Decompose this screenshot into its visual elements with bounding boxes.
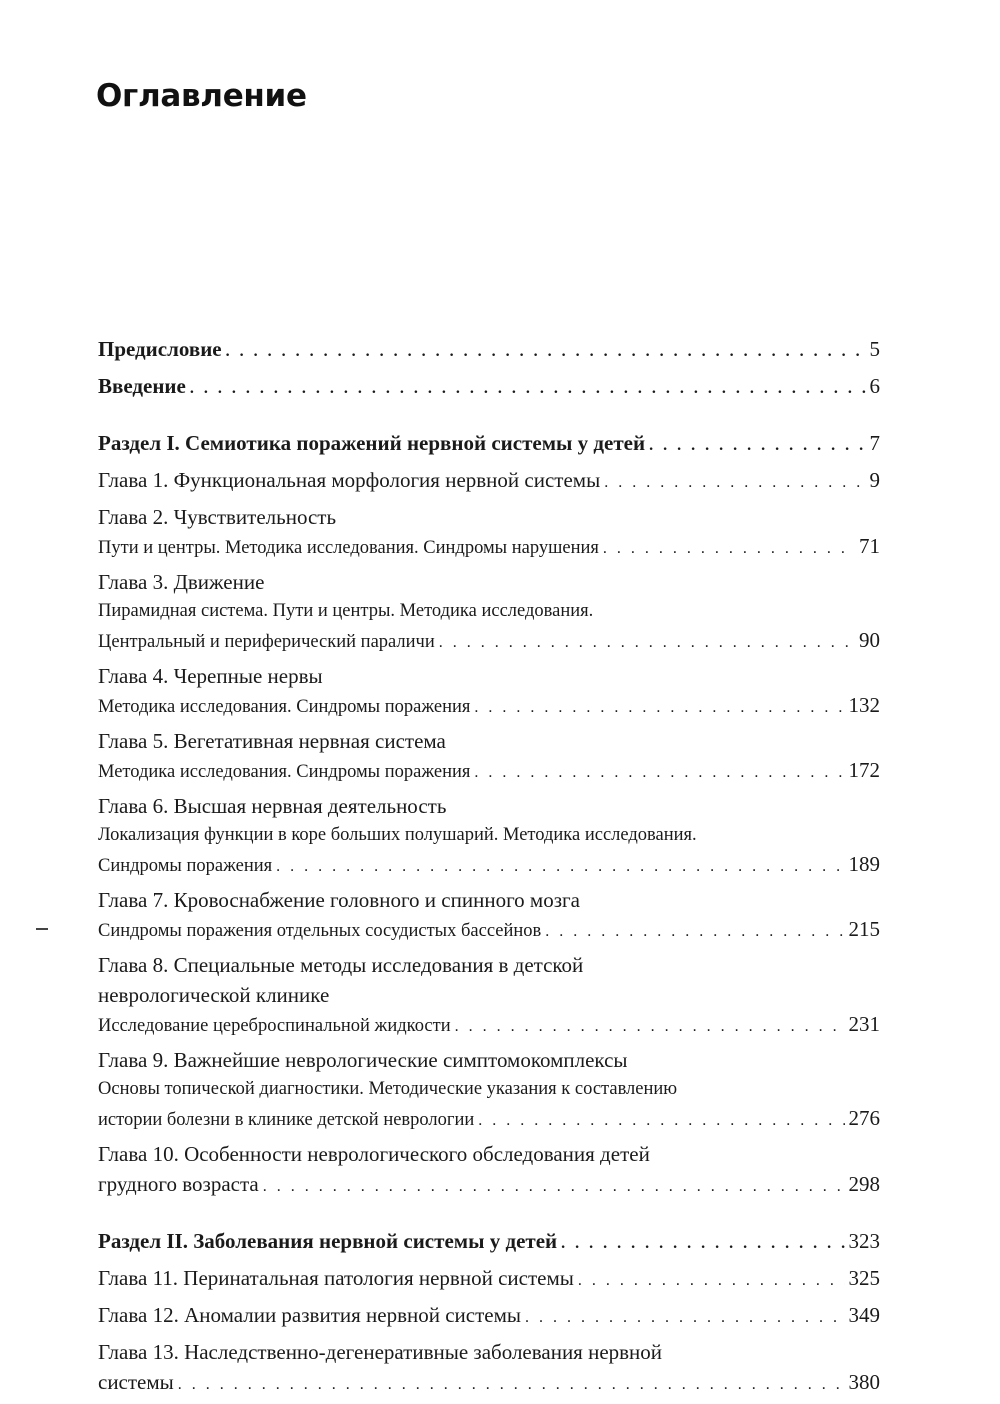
- toc-entry-title-line: [98, 1169, 880, 1202]
- toc-entry-chapter: [98, 726, 880, 787]
- toc-entry-title-line: [98, 1263, 880, 1296]
- toc-entry-text: Методика исследования. Синдромы поражения: [98, 697, 471, 717]
- toc-entry-chapter: [98, 1045, 880, 1135]
- toc-entry-text: Синдромы поражения: [98, 856, 273, 876]
- page-title: Оглавление: [96, 78, 307, 114]
- toc-entry-text: грудного возраста: [98, 1172, 259, 1196]
- page-number: 231: [848, 1012, 880, 1036]
- toc-entry-text: Синдромы поражения отдельных сосудистых бассейнов: [98, 921, 542, 941]
- toc-entry-text: Глава 9. Важнейшие неврологические симптомокомплексы: [98, 1048, 628, 1072]
- dot-leader: [263, 1172, 845, 1202]
- toc-entry-subtitle-line: [98, 532, 880, 563]
- spacer: [98, 404, 880, 428]
- toc-entry-text: Пути и центры. Методика исследования. Синдромы нарушения: [98, 538, 599, 558]
- dot-leader: [178, 1370, 845, 1400]
- page-number: 215: [848, 917, 880, 941]
- dot-leader: [604, 468, 865, 498]
- toc-entry-chapter: [98, 885, 880, 946]
- toc-entry-text: Исследование цереброспинальной жидкости: [98, 1016, 451, 1036]
- dot-leader: [578, 1266, 845, 1296]
- toc-entry-subtitle-line: [98, 691, 880, 722]
- dot-leader: [439, 628, 855, 657]
- toc-entry-text: Глава 11. Перинатальная патология нервной системы: [98, 1266, 574, 1290]
- page-number: 380: [848, 1370, 880, 1394]
- toc-entry-subtitle-line: [98, 915, 880, 946]
- page-number: 5: [869, 337, 880, 361]
- toc-entry-title-line: [98, 1300, 880, 1333]
- dot-leader: [190, 374, 866, 404]
- page-number: 189: [848, 852, 880, 876]
- dot-leader: [276, 852, 844, 881]
- toc-entry-text: Введение: [98, 374, 186, 398]
- toc-entry-text: Глава 4. Черепные нервы: [98, 664, 323, 688]
- toc-entry-subtitle-line: [98, 756, 880, 787]
- page-number: 9: [869, 468, 880, 492]
- toc-entry-text: неврологической клинике: [98, 983, 330, 1007]
- toc-entry-title-line: [98, 567, 880, 597]
- spacer: [98, 1400, 880, 1404]
- dot-leader: [603, 534, 855, 563]
- toc-entry-title-line: [98, 885, 880, 915]
- page-number: 132: [848, 693, 880, 717]
- dot-leader: [545, 917, 844, 946]
- dot-leader: [455, 1012, 845, 1041]
- toc-entry-text: Глава 2. Чувствительность: [98, 505, 337, 529]
- page-number: 349: [848, 1303, 880, 1327]
- page-number: 7: [869, 431, 880, 455]
- page-number: 276: [848, 1106, 880, 1130]
- margin-mark: [36, 928, 48, 930]
- dot-leader: [474, 758, 844, 787]
- dot-leader: [478, 1106, 844, 1135]
- toc-entry-text: Глава 13. Наследственно-дегенеративные заболевания нервной: [98, 1340, 663, 1364]
- dot-leader: [226, 337, 866, 367]
- toc-entry-chapter: [98, 1300, 880, 1333]
- toc-entry-text: Раздел I. Семиотика поражений нервной системы у детей: [98, 431, 646, 455]
- toc-entry-front: [98, 371, 880, 404]
- toc-entry-chapter: [98, 791, 880, 881]
- toc-entry-text: Глава 3. Движение: [98, 570, 265, 594]
- toc-entry-title-line: [98, 791, 880, 821]
- page-number: 6: [869, 374, 880, 398]
- dot-leader: [561, 1229, 844, 1259]
- page-number: 90: [859, 628, 880, 652]
- dot-leader: [474, 693, 844, 722]
- toc-entry-chapter: [98, 502, 880, 563]
- toc-entry-subtitle-line: [98, 850, 880, 881]
- toc-entry-text: Центральный и периферический параличи: [98, 632, 435, 652]
- toc-entry-title-line: [98, 980, 880, 1010]
- toc-entry-subtitle-line: [98, 626, 880, 657]
- toc-entry-chapter: [98, 465, 880, 498]
- toc-entry-text: Раздел II. Заболевания нервной системы у детей: [98, 1229, 558, 1253]
- page-number: 323: [848, 1229, 880, 1253]
- dot-leader: [525, 1303, 844, 1333]
- toc-entry-text: истории болезни в клинике детской неврологии: [98, 1110, 475, 1130]
- toc-entry-text: Предисловие: [98, 337, 222, 361]
- toc-entry-text: Пирамидная система. Пути и центры. Методика исследования.: [98, 601, 594, 621]
- toc-entry-text: Глава 5. Вегетативная нервная система: [98, 729, 446, 753]
- toc-entry-title-line: [98, 465, 880, 498]
- toc-entry-chapter: [98, 950, 880, 1041]
- toc-entry-title-line: [98, 1337, 880, 1367]
- toc-entry-text: Глава 7. Кровоснабжение головного и спинного мозга: [98, 888, 580, 912]
- page-number: 71: [859, 534, 880, 558]
- toc-entry-title-line: [98, 726, 880, 756]
- toc-entry-front: [98, 334, 880, 367]
- dot-leader: [649, 431, 865, 461]
- toc-entry-text: Глава 1. Функциональная морфология нервной системы: [98, 468, 601, 492]
- page-number: 172: [848, 758, 880, 782]
- toc-entry-text: Глава 6. Высшая нервная деятельность: [98, 794, 447, 818]
- toc-entry-title-line: [98, 661, 880, 691]
- toc-entry-title-line: [98, 502, 880, 532]
- toc-entry-text: Глава 8. Специальные методы исследования в детской: [98, 953, 584, 977]
- toc-entry-title-line: [98, 1045, 880, 1075]
- toc-entry-text: Методика исследования. Синдромы поражения: [98, 762, 471, 782]
- toc-entry-subtitle-line: [98, 1010, 880, 1041]
- toc-entry-chapter: [98, 1337, 880, 1400]
- toc-entry-subtitle-line: [98, 597, 880, 626]
- toc-entry-text: Глава 10. Особенности неврологического обследования детей: [98, 1142, 650, 1166]
- page-number: 298: [848, 1172, 880, 1196]
- toc-entry-section: [98, 1226, 880, 1259]
- toc-entry-text: системы: [98, 1370, 174, 1394]
- toc-entry-title-line: [98, 1226, 880, 1259]
- toc-entry-subtitle-line: [98, 1075, 880, 1104]
- toc-entry-title-line: [98, 1139, 880, 1169]
- toc-entry-text: Локализация функции в коре больших полушарий. Методика исследования.: [98, 825, 697, 845]
- toc-entry-section: [98, 428, 880, 461]
- toc-entry-chapter: [98, 1263, 880, 1296]
- toc-entry-title-line: [98, 428, 880, 461]
- toc-entry-title-line: [98, 950, 880, 980]
- toc-entry-chapter: [98, 661, 880, 722]
- toc-entry-chapter: [98, 1139, 880, 1202]
- toc-entry-text: Основы топической диагностики. Методические указания к составлению: [98, 1079, 678, 1099]
- table-of-contents: [98, 334, 880, 1404]
- toc-entry-title-line: [98, 1367, 880, 1400]
- toc-entry-title-line: [98, 371, 880, 404]
- toc-entry-subtitle-line: [98, 1104, 880, 1135]
- toc-entry-subtitle-line: [98, 821, 880, 850]
- toc-entry-title-line: [98, 334, 880, 367]
- toc-entry-text: Глава 12. Аномалии развития нервной системы: [98, 1303, 522, 1327]
- page-number: 325: [848, 1266, 880, 1290]
- spacer: [98, 1202, 880, 1226]
- toc-entry-chapter: [98, 567, 880, 657]
